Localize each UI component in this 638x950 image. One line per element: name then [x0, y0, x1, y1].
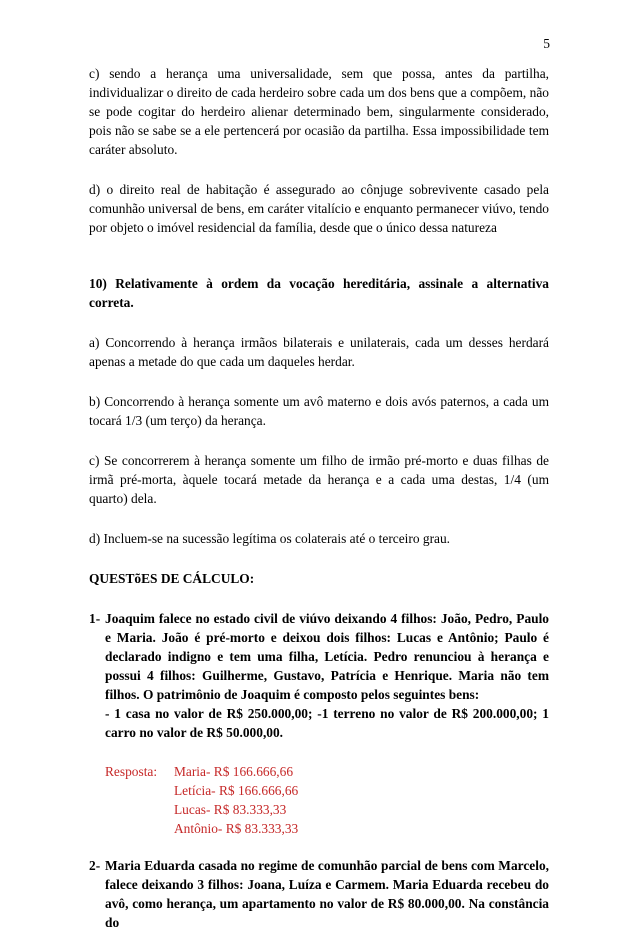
question-10-option-b: b) Concorrendo à herança somente um avô materno e dois avós paternos, a cada um tocará 1/3 (um terço) da herança. [89, 394, 549, 428]
question-10-option-d: d) Incluem-se na sucessão legítima os colaterais até o terceiro grau. [89, 531, 451, 546]
calc-question-2 [89, 856, 549, 932]
answer-line: Lucas- R$ 83.333,33 [174, 802, 287, 817]
calc-question-1 [89, 609, 549, 838]
question-10-title: 10) Relativamente à ordem da vocação hereditária, assinale a alternativa correta. [89, 276, 549, 310]
calc-heading: QUESTõES DE CÁLCULO: [89, 571, 255, 586]
page-content [89, 64, 549, 950]
paragraph-option-d: d) o direito real de habitação é assegurado ao cônjuge sobrevivente casado pela comunhão universal de bens, em caráter vitalício e enquanto permanecer viúvo, tendo por objeto o imóvel residencial da família, desde que o único dessa natureza [89, 182, 549, 235]
calc-question-1-assets: - 1 casa no valor de R$ 250.000,00; -1 terreno no valor de R$ 200.000,00; 1 carro no valor de R$ 50.000,00. [105, 706, 549, 740]
answer-label: Resposta: [105, 764, 158, 779]
calc-question-1-number: 1- [89, 611, 101, 626]
answer-line: Letícia- R$ 166.666,66 [174, 783, 299, 798]
question-10-option-c: c) Se concorrerem à herança somente um filho de irmão pré-morto e duas filhas de irmã pré-morta, àquele tocará metade da herança e a cada uma destas, 1/4 (um quarto) dela. [89, 453, 549, 506]
calc-question-2-text: Maria Eduarda casada no regime de comunhão parcial de bens com Marcelo, falece deixando 3 filhos: Joana, Luíza e Carmem. Maria Eduarda recebeu do avô, como herança, um apartamento no valor de R$ 80.000,00. Na constância do [105, 858, 549, 930]
paragraph-option-c: c) sendo a herança uma universalidade, sem que possa, antes da partilha, individualizar o direito de cada herdeiro sobre cada um dos bens que a compõem, não se pode cogitar do herdeiro alienar determinado bem, singularmente considerado, pois não se sabe se a ele pertencerá por ocasião da partilha. Essa impossibilidade tem caráter absoluto. [89, 66, 549, 157]
calc-question-1-text: Joaquim falece no estado civil de viúvo deixando 4 filhos: João, Pedro, Paulo e Maria. João é pré-morto e deixou dois filhos: Lucas e Antônio; Paulo é declarado indigno e tem uma filha, Letícia. Pedro renunciou à herança e possui 4 filhos: Guilherme, Gustavo, Patrícia e Henrique. Maria não tem filhos. O patrimônio de Joaquim é composto pelos seguintes bens: [105, 611, 549, 702]
calc-question-1-answer [105, 762, 549, 838]
question-10-option-a: a) Concorrendo à herança irmãos bilaterais e unilaterais, cada um desses herdará apenas a metade do que cada um daqueles herdar. [89, 335, 549, 369]
calc-question-2-number: 2- [89, 858, 101, 873]
answer-line: Maria- R$ 166.666,66 [174, 764, 294, 779]
answer-line: Antônio- R$ 83.333,33 [174, 821, 299, 836]
page-number: 5 [543, 36, 550, 51]
